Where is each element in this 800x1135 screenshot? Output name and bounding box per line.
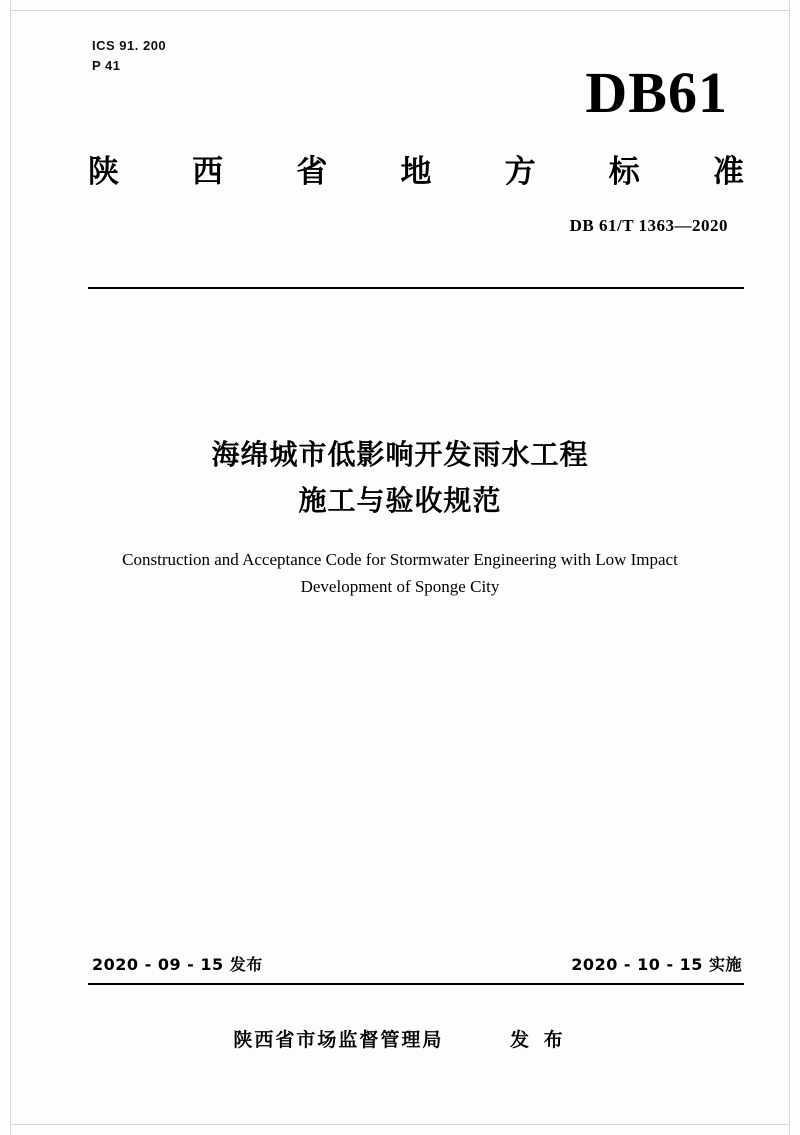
document-title-en-line2: Development of Sponge City [300, 577, 500, 596]
document-title-cn [0, 432, 800, 524]
standard-mark: DB61 [585, 60, 728, 125]
publication-dates [92, 952, 742, 975]
document-title-en-line1: Construction and Acceptance Code for Stormwater Engineering with Low Impact [122, 550, 678, 569]
issue-date: 2020 - 09 - 15 发布 [92, 955, 263, 974]
document-title-en [90, 546, 710, 600]
ics-code: ICS 91. 200 [92, 38, 167, 53]
province-title-char-4: 方 [504, 154, 536, 190]
page-edge-top [10, 10, 790, 11]
document-title-cn-line1: 海绵城市低影响开发雨水工程 [211, 438, 589, 471]
province-title-char-0: 陕 [88, 154, 119, 190]
document-title-cn-line2: 施工与验收规范 [298, 484, 502, 517]
header-divider [88, 287, 744, 289]
standard-number: DB 61/T 1363—2020 [569, 216, 728, 235]
province-title-char-6: 准 [712, 154, 744, 190]
publisher-action: 发 布 [510, 1029, 567, 1051]
publisher-line [0, 1025, 800, 1052]
effective-date: 2020 - 10 - 15 实施 [571, 955, 742, 974]
province-title-char-1: 西 [192, 154, 224, 190]
ics-classification-block [92, 36, 166, 76]
classification-code: P 41 [92, 58, 121, 73]
province-title-char-5: 标 [608, 154, 640, 190]
province-standard-title [88, 146, 744, 191]
page-edge-right [789, 0, 790, 1135]
publisher-name: 陕西省市场监督管理局 [233, 1029, 444, 1051]
page-edge-left [10, 0, 11, 1135]
province-title-char-3: 地 [400, 154, 432, 190]
province-title-char-2: 省 [296, 154, 328, 190]
page-edge-bottom [10, 1124, 790, 1125]
footer-divider [88, 983, 744, 985]
